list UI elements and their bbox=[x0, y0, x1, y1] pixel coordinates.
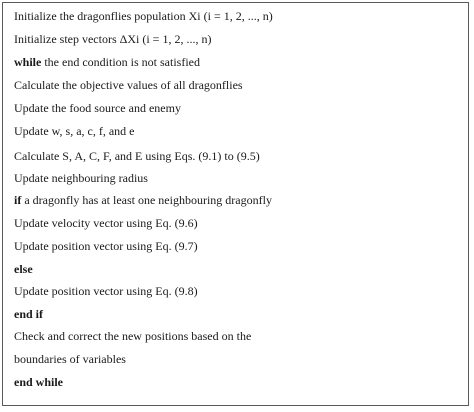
line-calc-behaviours bbox=[14, 148, 260, 164]
line-keyword: while bbox=[14, 55, 42, 69]
line-update-velocity bbox=[14, 215, 198, 231]
line-text: a dragonfly has at least one neighbouring dragonfly bbox=[21, 193, 272, 207]
line-text: Update neighbouring radius bbox=[14, 171, 148, 185]
line-text: Update w, s, a, c, f, and e bbox=[14, 124, 135, 138]
line-keyword: end while bbox=[14, 375, 64, 389]
line-boundaries bbox=[14, 351, 126, 367]
line-while bbox=[14, 54, 200, 70]
line-text: Initialize the dragonflies population Xi (i = 1, 2, ..., n) bbox=[14, 9, 273, 23]
line-update-radius bbox=[14, 170, 148, 186]
line-init-step-vectors bbox=[14, 31, 211, 47]
line-keyword: else bbox=[14, 262, 33, 276]
line-text: boundaries of variables bbox=[14, 352, 126, 366]
line-else bbox=[14, 261, 33, 277]
line-end-while bbox=[14, 374, 63, 390]
line-text: Calculate S, A, C, F, and E using Eqs. (9.1) to (9.5) bbox=[14, 149, 260, 163]
line-text: Update position vector using Eq. (9.8) bbox=[14, 284, 198, 298]
line-text: Update velocity vector using Eq. (9.6) bbox=[14, 216, 198, 230]
line-keyword: if bbox=[14, 193, 22, 207]
line-text: Update position vector using Eq. (9.7) bbox=[14, 239, 198, 253]
line-update-position-97 bbox=[14, 238, 198, 254]
line-check-correct bbox=[14, 328, 251, 344]
line-update-weights bbox=[14, 123, 135, 139]
line-text: the end condition is not satisfied bbox=[41, 55, 200, 69]
line-end-if bbox=[14, 306, 43, 322]
line-if bbox=[14, 192, 272, 208]
line-keyword: end if bbox=[14, 307, 44, 321]
line-text: Update the food source and enemy bbox=[14, 101, 181, 115]
line-text: Calculate the objective values of all dragonflies bbox=[14, 78, 243, 92]
line-update-position-98 bbox=[14, 283, 198, 299]
line-init-population bbox=[14, 8, 273, 24]
line-text: Initialize step vectors ΔXi (i = 1, 2, ..., n) bbox=[14, 32, 212, 46]
algorithm-box bbox=[2, 2, 469, 406]
line-update-food-enemy bbox=[14, 100, 181, 116]
line-calc-objective bbox=[14, 77, 243, 93]
line-text: Check and correct the new positions based on the bbox=[14, 329, 252, 343]
